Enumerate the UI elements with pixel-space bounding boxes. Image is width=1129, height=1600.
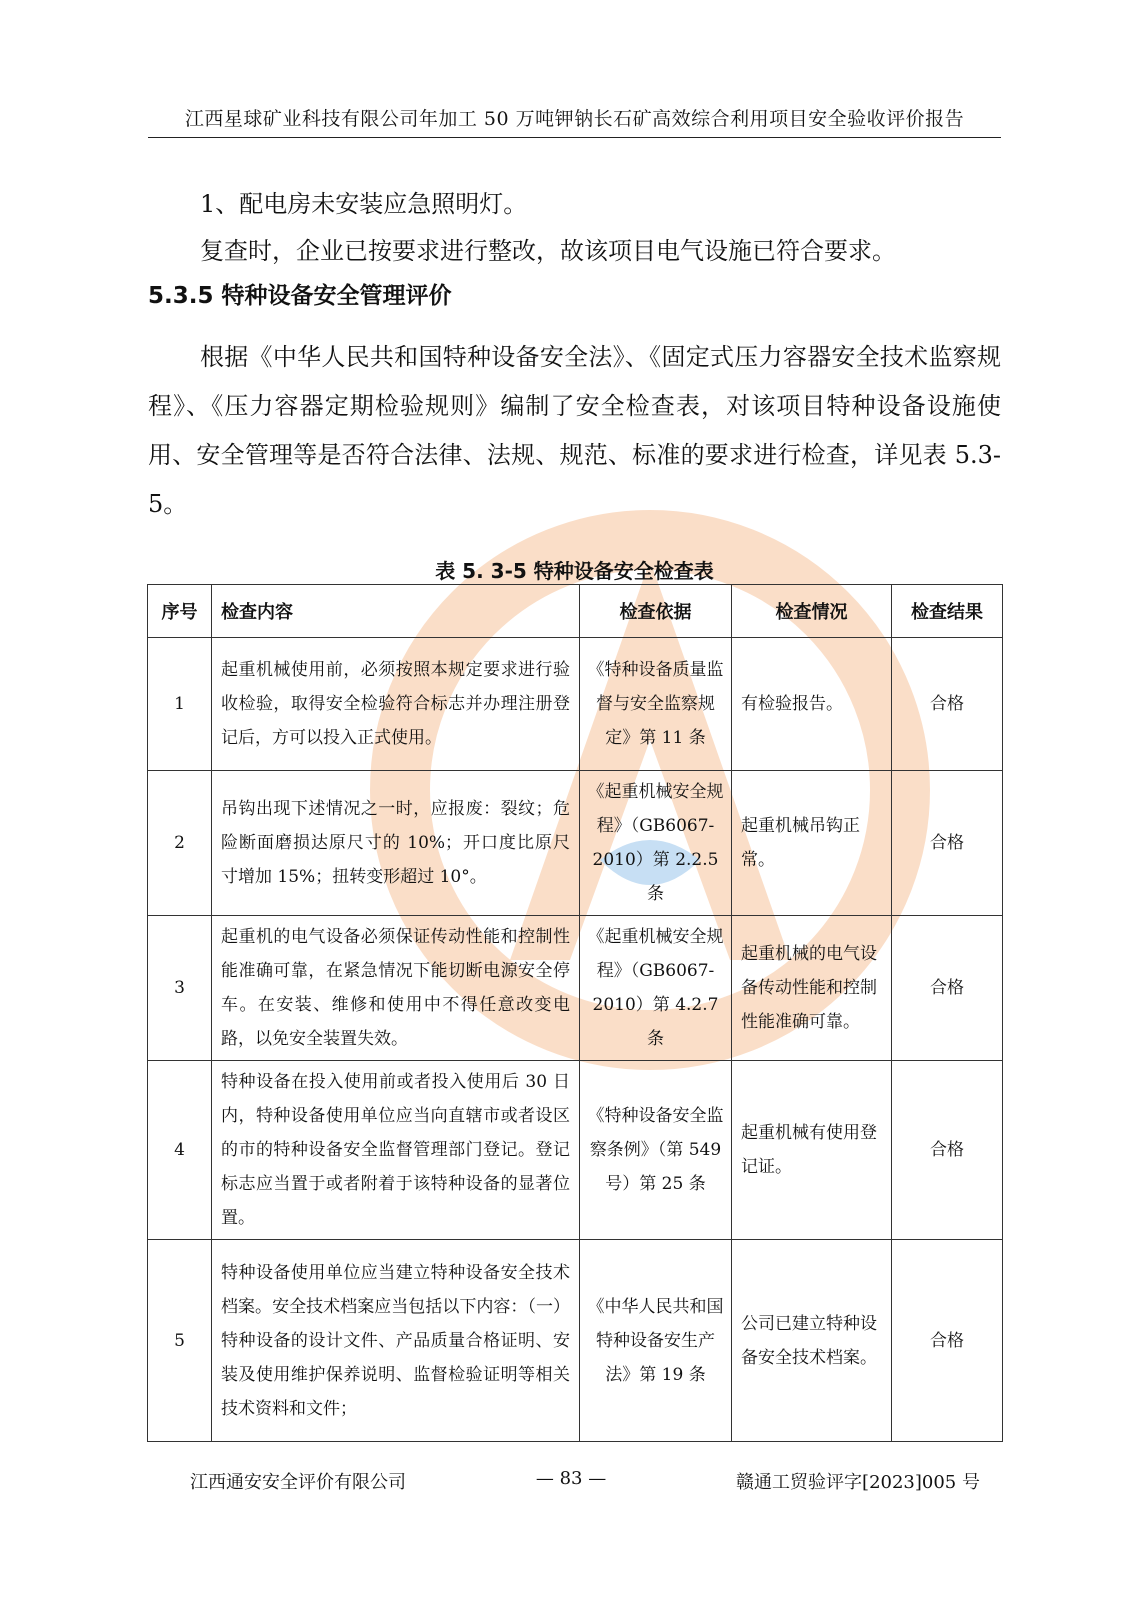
table-caption: 表 5. 3-5 特种设备安全检查表 bbox=[435, 559, 714, 583]
header-result: 检查结果 bbox=[892, 585, 1003, 638]
inspection-table bbox=[147, 584, 1003, 1442]
footer-page-number: — 83 — bbox=[535, 1468, 607, 1489]
footer-document-number: 赣通工贸验评字[2023]005 号 bbox=[736, 1472, 980, 1493]
cell-basis: 《特种设备安全监察条例》（第 549 号）第 25 条 bbox=[580, 1061, 732, 1240]
cell-basis: 《起重机械安全规程》（GB6067-2010）第 2.2.5 条 bbox=[580, 771, 732, 916]
cell-no: 2 bbox=[148, 771, 212, 916]
cell-status: 起重机械有使用登记证。 bbox=[732, 1061, 892, 1240]
cell-result: 合格 bbox=[892, 916, 1003, 1061]
cell-no: 1 bbox=[148, 638, 212, 771]
header-status: 检查情况 bbox=[732, 585, 892, 638]
cell-no: 3 bbox=[148, 916, 212, 1061]
cell-content: 特种设备使用单位应当建立特种设备安全技术档案。安全技术档案应当包括以下内容：（一）特种设备的设计文件、产品质量合格证明、安装及使用维护保养说明、监督检验证明等相关技术资料和文件； bbox=[212, 1240, 580, 1442]
cell-content: 起重机械使用前，必须按照本规定要求进行验收检验，取得安全检验符合标志并办理注册登记后，方可以投入正式使用。 bbox=[212, 638, 580, 771]
header-content: 检查内容 bbox=[212, 585, 580, 638]
section-title: 5.3.5 特种设备安全管理评价 bbox=[148, 283, 452, 309]
cell-status: 起重机械的电气设备传动性能和控制性能准确可靠。 bbox=[732, 916, 892, 1061]
cell-result: 合格 bbox=[892, 638, 1003, 771]
cell-basis: 《中华人民共和国特种设备安生产法》第 19 条 bbox=[580, 1240, 732, 1442]
cell-content: 特种设备在投入使用前或者投入使用后 30 日内，特种设备使用单位应当向直辖市或者设区的市的特种设备安全监督管理部门登记。登记标志应当置于或者附着于该特种设备的显著位置。 bbox=[212, 1061, 580, 1240]
paragraph-body: 根据《中华人民共和国特种设备安全法》、《固定式压力容器安全技术监察规程》、《压力容器定期检验规则》编制了安全检查表，对该项目特种设备设施使用、安全管理等是否符合法律、法规、规范、标准的要求进行检查，详见表 5.3-5。 bbox=[148, 343, 1001, 518]
table-row bbox=[148, 1061, 1003, 1240]
cell-no: 4 bbox=[148, 1061, 212, 1240]
cell-basis: 《起重机械安全规程》（GB6067-2010）第 4.2.7 条 bbox=[580, 916, 732, 1061]
page-footer bbox=[190, 1468, 980, 1494]
cell-basis: 《特种设备质量监督与安全监察规定》第 11 条 bbox=[580, 638, 732, 771]
table-row bbox=[148, 1240, 1003, 1442]
paragraph-item-1: 1、配电房未安装应急照明灯。 bbox=[200, 190, 528, 218]
cell-status: 有检验报告。 bbox=[732, 638, 892, 771]
table-row bbox=[148, 916, 1003, 1061]
cell-content: 吊钩出现下述情况之一时，应报废：裂纹；危险断面磨损达原尺寸的 10%；开口度比原尺寸增加 15%；扭转变形超过 10°。 bbox=[212, 771, 580, 916]
cell-result: 合格 bbox=[892, 771, 1003, 916]
table-row bbox=[148, 638, 1003, 771]
cell-status: 公司已建立特种设备安全技术档案。 bbox=[732, 1240, 892, 1442]
footer-company: 江西通安安全评价有限公司 bbox=[190, 1472, 406, 1493]
table-row bbox=[148, 771, 1003, 916]
cell-result: 合格 bbox=[892, 1240, 1003, 1442]
cell-status: 起重机械吊钩正常。 bbox=[732, 771, 892, 916]
header-basis: 检查依据 bbox=[580, 585, 732, 638]
header-no: 序号 bbox=[148, 585, 212, 638]
page-header: 江西星球矿业科技有限公司年加工 50 万吨钾钠长石矿高效综合利用项目安全验收评价报告 bbox=[148, 104, 1001, 138]
paragraph-recheck: 复查时，企业已按要求进行整改，故该项目电气设施已符合要求。 bbox=[200, 237, 896, 265]
cell-no: 5 bbox=[148, 1240, 212, 1442]
cell-result: 合格 bbox=[892, 1061, 1003, 1240]
cell-content: 起重机的电气设备必须保证传动性能和控制性能准确可靠，在紧急情况下能切断电源安全停车。在安装、维修和使用中不得任意改变电路，以免安全装置失效。 bbox=[212, 916, 580, 1061]
table-header-row bbox=[148, 585, 1003, 638]
